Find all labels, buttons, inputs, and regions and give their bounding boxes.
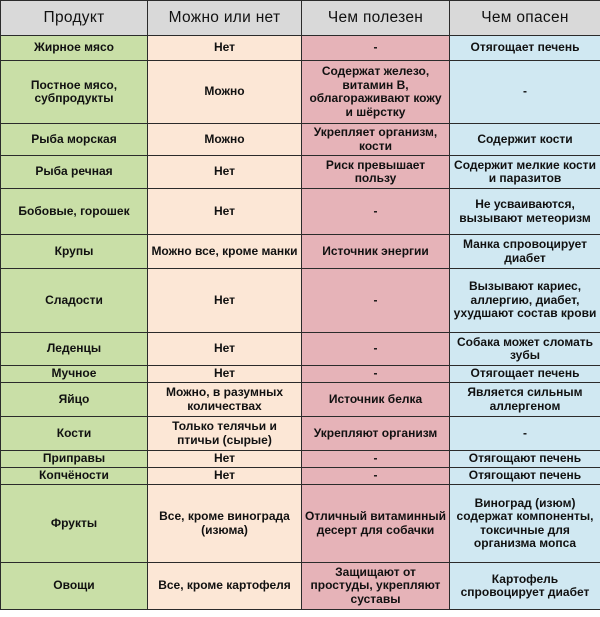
cell-product: Яйцо [1,383,148,417]
table-row [1,417,600,451]
cell-danger: Виноград (изюм) содержат компоненты, токсичные для организма мопса [450,485,600,563]
table-row [1,36,600,61]
header-benefit: Чем полезен [302,1,450,36]
table-row [1,61,600,124]
cell-danger: Картофель спровоцирует диабет [450,563,600,610]
cell-allowed: Все, кроме винограда (изюма) [148,485,302,563]
header-danger: Чем опасен [450,1,600,36]
cell-benefit: - [302,269,450,333]
table-row [1,235,600,269]
table-row [1,485,600,563]
table-row [1,269,600,333]
cell-product: Кости [1,417,148,451]
cell-allowed: Нет [148,189,302,235]
header-row [1,1,600,36]
cell-danger: Отягощают печень [450,451,600,468]
cell-benefit: Укрепляют организм [302,417,450,451]
cell-danger: Является сильным аллергеном [450,383,600,417]
cell-danger: Отягощают печень [450,468,600,485]
cell-benefit: Отличный витаминный десерт для собачки [302,485,450,563]
table-row [1,189,600,235]
cell-allowed: Можно [148,61,302,124]
cell-benefit: - [302,189,450,235]
cell-product: Сладости [1,269,148,333]
table-row [1,366,600,383]
cell-allowed: Можно, в разумных количествах [148,383,302,417]
cell-allowed: Нет [148,36,302,61]
cell-allowed: Нет [148,366,302,383]
cell-danger: Не усваиваются, вызывают метеоризм [450,189,600,235]
cell-benefit: - [302,36,450,61]
cell-danger: Содержит мелкие кости и паразитов [450,156,600,189]
cell-product: Крупы [1,235,148,269]
cell-danger: Вызывают кариес, аллергию, диабет, ухудшают состав крови [450,269,600,333]
cell-allowed: Только телячьи и птичьи (сырые) [148,417,302,451]
cell-product: Леденцы [1,333,148,366]
cell-product: Рыба морская [1,124,148,156]
table-row [1,451,600,468]
cell-product: Рыба речная [1,156,148,189]
cell-product: Фрукты [1,485,148,563]
table-row [1,333,600,366]
cell-product: Мучное [1,366,148,383]
cell-allowed: Можно [148,124,302,156]
header-product: Продукт [1,1,148,36]
cell-benefit: Источник белка [302,383,450,417]
table-row [1,468,600,485]
cell-product: Жирное мясо [1,36,148,61]
cell-product: Бобовые, горошек [1,189,148,235]
cell-product: Приправы [1,451,148,468]
cell-danger: Отягощает печень [450,36,600,61]
cell-danger: Содержит кости [450,124,600,156]
cell-benefit: Риск превышает пользу [302,156,450,189]
cell-benefit: Источник энергии [302,235,450,269]
cell-danger: Собака может сломать зубы [450,333,600,366]
cell-allowed: Нет [148,333,302,366]
cell-allowed: Можно все, кроме манки [148,235,302,269]
cell-allowed: Нет [148,468,302,485]
table-row [1,156,600,189]
cell-benefit: Укрепляет организм, кости [302,124,450,156]
cell-benefit: - [302,366,450,383]
cell-allowed: Нет [148,156,302,189]
cell-allowed: Нет [148,269,302,333]
table-row [1,383,600,417]
table-row [1,563,600,610]
cell-product: Копчёности [1,468,148,485]
header-allowed: Можно или нет [148,1,302,36]
cell-danger: - [450,61,600,124]
cell-allowed: Все, кроме картофеля [148,563,302,610]
cell-product: Постное мясо, субпродукты [1,61,148,124]
cell-allowed: Нет [148,451,302,468]
cell-danger: Манка спровоцирует диабет [450,235,600,269]
cell-danger: - [450,417,600,451]
cell-benefit: - [302,333,450,366]
cell-benefit: Содержат железо, витамин В, облагораживают кожу и шёрстку [302,61,450,124]
table-row [1,124,600,156]
cell-benefit: - [302,451,450,468]
cell-danger: Отягощает печень [450,366,600,383]
cell-product: Овощи [1,563,148,610]
cell-benefit: - [302,468,450,485]
cell-benefit: Защищают от простуды, укрепляют суставы [302,563,450,610]
